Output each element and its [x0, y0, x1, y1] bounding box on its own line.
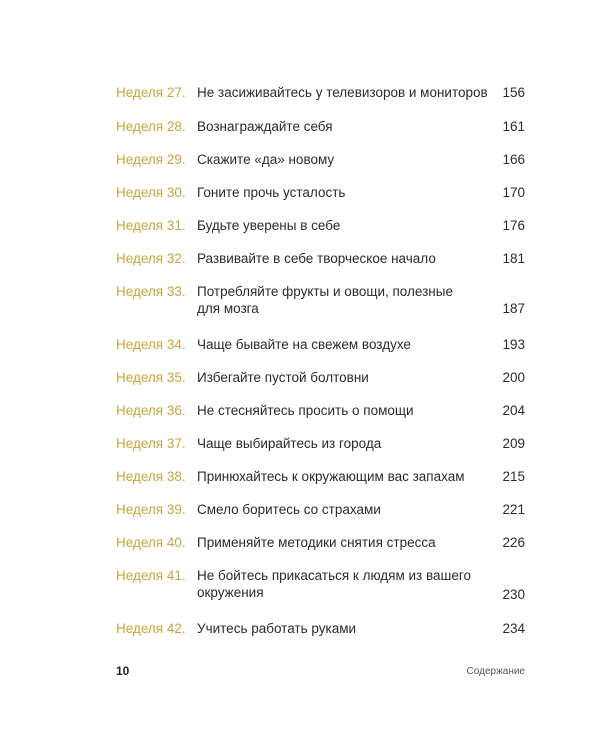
page-number: 166: [502, 152, 525, 167]
entry-title: [197, 250, 497, 267]
page-number: 200: [502, 370, 525, 385]
entry-title: [197, 336, 497, 353]
page-number: 204: [502, 403, 525, 418]
page-number: 230: [502, 587, 525, 602]
entry-title: [197, 435, 497, 452]
page-number: 161: [502, 119, 525, 134]
week-label: Неделя 38.: [116, 469, 186, 484]
entry-title: [197, 402, 497, 419]
entry-title-line: Применяйте методики снятия стресса: [197, 535, 436, 550]
week-label: Неделя 36.: [116, 403, 186, 418]
entry-title-line: Потребляйте фрукты и овощи, полезные: [197, 284, 453, 299]
entry-title: [197, 118, 497, 135]
entry-title: [197, 184, 497, 201]
page-number: 187: [502, 301, 525, 316]
week-label: Неделя 31.: [116, 218, 186, 233]
week-label: Неделя 29.: [116, 152, 186, 167]
week-label: Неделя 32.: [116, 251, 186, 266]
entry-title: [197, 501, 497, 518]
entry-title: [197, 468, 497, 485]
entry-title: [197, 151, 497, 168]
entry-title: [197, 567, 497, 601]
entry-title-line: Вознаграждайте себя: [197, 119, 333, 134]
page-number: 170: [502, 185, 525, 200]
entry-title-line: окружения: [197, 585, 264, 600]
entry-title-line: Чаще бывайте на свежем воздухе: [197, 337, 411, 352]
page-number: 226: [502, 535, 525, 550]
entry-title: [197, 369, 497, 386]
week-label: Неделя 41.: [116, 568, 186, 583]
entry-title-line: Не стесняйтесь просить о помощи: [197, 403, 414, 418]
entry-title-line: Учитесь работать руками: [197, 621, 357, 636]
week-label: Неделя 33.: [116, 284, 186, 299]
entry-title-line: Развивайте в себе творческое начало: [197, 251, 436, 266]
page-number: 193: [502, 337, 525, 352]
page-number: 209: [502, 436, 525, 451]
week-label: Неделя 35.: [116, 370, 186, 385]
entry-title-line: Принюхайтесь к окружающим вас запахам: [197, 469, 465, 484]
page-number: 181: [502, 251, 525, 266]
week-label: Неделя 28.: [116, 119, 186, 134]
entry-title-line: для мозга: [197, 301, 259, 316]
entry-title-line: Скажите «да» новому: [197, 152, 335, 167]
entry-title: [197, 217, 497, 234]
week-label: Неделя 37.: [116, 436, 186, 451]
entry-title-line: Будьте уверены в себе: [197, 218, 341, 233]
entry-title-line: Смело боритесь со страхами: [197, 502, 381, 517]
entry-title-line: Избегайте пустой болтовни: [197, 370, 369, 385]
week-label: Неделя 39.: [116, 502, 186, 517]
page-number: 234: [502, 621, 525, 636]
entry-title-line: Не бойтесь прикасаться к людям из вашего: [197, 568, 471, 583]
page-number: 221: [502, 502, 525, 517]
week-label: Неделя 34.: [116, 337, 186, 352]
entry-title-line: Гоните прочь усталость: [197, 185, 346, 200]
page-number: 215: [502, 469, 525, 484]
entry-title: [197, 620, 497, 637]
entry-title-line: Чаще выбирайтесь из города: [197, 436, 382, 451]
page-number: 156: [502, 85, 525, 100]
entry-title: [197, 283, 497, 317]
footer-section-title: Содержание: [466, 666, 525, 677]
week-label: Неделя 42.: [116, 621, 186, 636]
week-label: Неделя 27.: [116, 85, 186, 100]
footer-page-number: 10: [116, 664, 130, 678]
week-label: Неделя 40.: [116, 535, 186, 550]
page-number: 176: [502, 218, 525, 233]
entry-title-line: Не засиживайтесь у телевизоров и мониторов: [197, 85, 488, 100]
entry-title: [197, 84, 497, 101]
week-label: Неделя 30.: [116, 185, 186, 200]
entry-title: [197, 534, 497, 551]
